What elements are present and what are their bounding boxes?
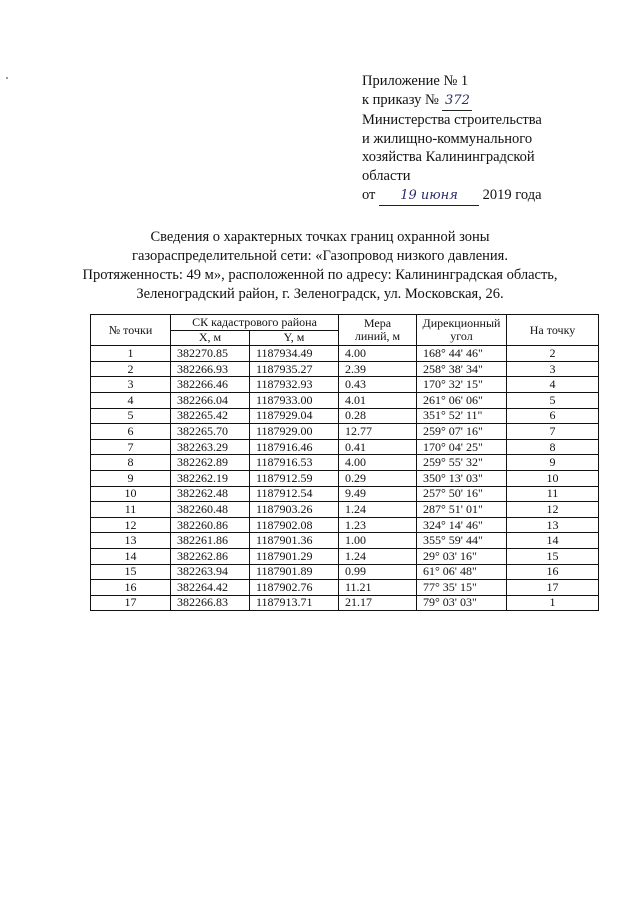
cell-x: 382266.83 [171,595,250,611]
cell-angle: 170° 04' 25" [417,439,507,455]
cell-angle: 351° 52' 11" [417,408,507,424]
cell-point-no: 7 [91,439,171,455]
cell-length: 1.23 [339,517,417,533]
order-number-handwritten: 372 [442,92,472,112]
cell-point-no: 6 [91,424,171,440]
table-row [91,392,599,408]
cell-y: 1187901.89 [250,564,339,580]
header-angle [417,315,507,346]
cell-length: 2.39 [339,361,417,377]
cell-to-point: 4 [507,377,599,393]
header-y: Y, м [250,330,339,346]
table-row [91,470,599,486]
cell-to-point: 8 [507,439,599,455]
cell-angle: 259° 55' 32" [417,455,507,471]
table-row [91,595,599,611]
cell-point-no: 13 [91,533,171,549]
cell-length: 1.24 [339,502,417,518]
ministry-line-3: хозяйства Калининградской [362,149,535,166]
table-row [91,564,599,580]
cell-to-point: 15 [507,548,599,564]
cell-length: 4.00 [339,346,417,362]
cell-y: 1187902.76 [250,580,339,596]
table-row [91,424,599,440]
ministry-line-1: Министерства строительства [362,112,542,129]
cell-length: 1.00 [339,533,417,549]
cell-to-point: 12 [507,502,599,518]
cell-angle: 257° 50' 16" [417,486,507,502]
order-line [362,91,622,112]
cell-to-point: 7 [507,424,599,440]
cell-point-no: 1 [91,346,171,362]
cell-x: 382260.48 [171,502,250,518]
cell-angle: 258° 38' 34" [417,361,507,377]
cell-angle: 261° 06' 06" [417,392,507,408]
coordinates-table [90,314,599,611]
cell-length: 0.29 [339,470,417,486]
cell-point-no: 11 [91,502,171,518]
cell-length: 0.43 [339,377,417,393]
cell-to-point: 14 [507,533,599,549]
header-length [339,315,417,346]
cell-angle: 79° 03' 03" [417,595,507,611]
title-line-2: газораспределительной сети: «Газопровод низкого давления. [132,248,508,264]
cell-x: 382263.29 [171,439,250,455]
title-line-4: Зеленоградский район, г. Зеленоградск, ул. Московская, 26. [136,286,504,302]
cell-y: 1187916.46 [250,439,339,455]
header-to-point: На точку [507,315,599,346]
cell-angle: 287° 51' 01" [417,502,507,518]
cell-to-point: 1 [507,595,599,611]
cell-point-no: 3 [91,377,171,393]
cell-point-no: 17 [91,595,171,611]
cell-point-no: 16 [91,580,171,596]
title-line-1: Сведения о характерных точках границ охранной зоны [150,229,490,245]
cell-y: 1187902.08 [250,517,339,533]
order-prefix: к приказу № [362,91,439,108]
cell-y: 1187901.36 [250,533,339,549]
cell-y: 1187903.26 [250,502,339,518]
header-x: X, м [171,330,250,346]
table-row [91,377,599,393]
table-row [91,346,599,362]
cell-length: 9.49 [339,486,417,502]
cell-angle: 355° 59' 44" [417,533,507,549]
cell-x: 382266.46 [171,377,250,393]
cell-y: 1187932.93 [250,377,339,393]
table-row [91,408,599,424]
cell-to-point: 11 [507,486,599,502]
cell-y: 1187913.71 [250,595,339,611]
cell-length: 0.41 [339,439,417,455]
cell-length: 4.00 [339,455,417,471]
cell-point-no: 8 [91,455,171,471]
cell-x: 382266.04 [171,392,250,408]
cell-to-point: 10 [507,470,599,486]
cell-to-point: 6 [507,408,599,424]
cell-point-no: 15 [91,564,171,580]
cell-angle: 324° 14' 46" [417,517,507,533]
date-handwritten: 19 июня [379,187,479,207]
cell-x: 382262.89 [171,455,250,471]
scan-speck [6,77,8,79]
header-angle-line-2: угол [450,329,473,344]
cell-angle: 29° 03' 16" [417,548,507,564]
cell-x: 382264.42 [171,580,250,596]
cell-y: 1187901.29 [250,548,339,564]
cell-length: 0.99 [339,564,417,580]
cell-point-no: 4 [91,392,171,408]
cell-point-no: 10 [91,486,171,502]
title-line-3: Протяженность: 49 м», расположенной по адресу: Калининградская область, [82,267,558,283]
cell-angle: 170° 32' 15" [417,377,507,393]
cell-y: 1187935.27 [250,361,339,377]
cell-length: 4.01 [339,392,417,408]
table-row [91,486,599,502]
cell-angle: 259° 07' 16" [417,424,507,440]
cell-to-point: 2 [507,346,599,362]
cell-x: 382263.94 [171,564,250,580]
cell-x: 382262.86 [171,548,250,564]
cell-to-point: 5 [507,392,599,408]
cell-point-no: 14 [91,548,171,564]
table-row [91,548,599,564]
cell-y: 1187933.00 [250,392,339,408]
table-row [91,580,599,596]
cell-x: 382262.19 [171,470,250,486]
cell-length: 0.28 [339,408,417,424]
header-length-line-1: Мера [363,316,392,331]
document-title [60,228,580,304]
table-row [91,517,599,533]
cell-to-point: 16 [507,564,599,580]
table-body [91,346,599,611]
cell-point-no: 5 [91,408,171,424]
cell-length: 21.17 [339,595,417,611]
header-length-line-2: линий, м [354,329,401,344]
cell-length: 12.77 [339,424,417,440]
ministry-line-2: и жилищно-коммунального [362,130,533,147]
cell-y: 1187916.53 [250,455,339,471]
cell-length: 11.21 [339,580,417,596]
appendix-heading: Приложение № 1 [362,73,469,89]
cell-y: 1187929.04 [250,408,339,424]
cell-angle: 168° 44' 46" [417,346,507,362]
cell-to-point: 3 [507,361,599,377]
cell-x: 382260.86 [171,517,250,533]
cell-x: 382266.93 [171,361,250,377]
cell-to-point: 9 [507,455,599,471]
cell-angle: 77° 35' 15" [417,580,507,596]
table-row [91,533,599,549]
date-suffix: 2019 года [482,186,542,203]
header-angle-line-1: Дирекционный [422,316,501,331]
date-line [362,186,622,207]
cell-x: 382270.85 [171,346,250,362]
header-row-1 [91,315,599,331]
table-row [91,361,599,377]
cell-to-point: 13 [507,517,599,533]
ministry-line-4: области [362,167,411,184]
appendix-block [362,72,622,206]
cell-point-no: 2 [91,361,171,377]
table-row [91,502,599,518]
cell-x: 382265.70 [171,424,250,440]
cell-point-no: 12 [91,517,171,533]
cell-y: 1187929.00 [250,424,339,440]
table-row [91,439,599,455]
cell-angle: 350° 13' 03" [417,470,507,486]
cell-y: 1187912.59 [250,470,339,486]
date-prefix: от [362,186,376,203]
cell-x: 382265.42 [171,408,250,424]
cell-x: 382262.48 [171,486,250,502]
cell-y: 1187912.54 [250,486,339,502]
cell-angle: 61° 06' 48" [417,564,507,580]
cell-point-no: 9 [91,470,171,486]
header-point-no: № точки [91,315,171,346]
cell-to-point: 17 [507,580,599,596]
header-cadastral: СК кадастрового района [171,315,339,331]
cell-x: 382261.86 [171,533,250,549]
cell-y: 1187934.49 [250,346,339,362]
table-row [91,455,599,471]
cell-length: 1.24 [339,548,417,564]
